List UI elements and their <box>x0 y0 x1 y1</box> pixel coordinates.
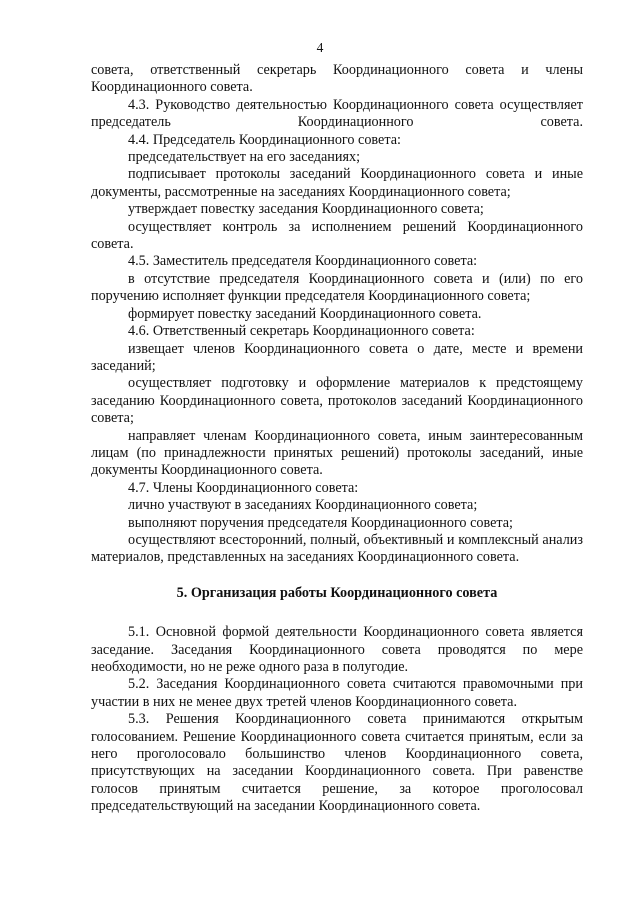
paragraph: направляет членам Координационного совета, иным заинтересованным лицам (по принадлежности принятых решений) протоколы заседаний, иные документы Координационного совета. <box>91 427 583 479</box>
page-number: 4 <box>316 40 324 55</box>
document-body <box>91 62 583 816</box>
paragraph: выполняют поручения председателя Координационного совета; <box>128 514 513 531</box>
section-title: 5. Организация работы Координационного совета <box>176 584 498 601</box>
paragraph: утверждает повестку заседания Координационного совета; <box>128 201 484 218</box>
paragraph: 5.2. Заседания Координационного совета считаются правомочными при участии в них не менее двух третей членов Координационного совета. <box>91 676 583 710</box>
paragraph: подписывает протоколы заседаний Координационного совета и иные документы, рассмотренные на заседаниях Координационного совета; <box>91 166 583 200</box>
paragraph: в отсутствие председателя Координационного совета и (или) по его поручению исполняет функции председателя Координационного совета; <box>91 270 583 305</box>
paragraph: осуществляет контроль за исполнением решений Координационного совета. <box>91 218 583 253</box>
paragraph: осуществляют всесторонний, полный, объективный и комплексный анализ материалов, представленных на заседаниях Координационного совета. <box>91 531 583 566</box>
paragraph: 4.7. Члены Координационного совета: <box>128 479 359 496</box>
paragraph: 5.3. Решения Координационного совета принимаются открытым голосованием. Решение Координационного совета считается принятым, если за него проголосовало большинство членов Координационного совета, присутствующих на заседании Координационного совета. При равенстве голосов принятым считается решение, за которое проголосовал председательствующий на заседании Координационного совета. <box>91 711 583 815</box>
paragraph: председательствует на его заседаниях; <box>128 149 361 166</box>
paragraph: 4.6. Ответственный секретарь Координационного совета: <box>128 323 475 340</box>
paragraph: извещает членов Координационного совета о дате, месте и времени заседаний; <box>91 340 583 374</box>
paragraph: 4.4. Председатель Координационного совета: <box>128 131 401 148</box>
paragraph: 5.1. Основной формой деятельности Координационного совета является заседание. Заседания Координационного совета проводятся по мере необходимости, но не реже одного раза в полугодие. <box>91 624 583 675</box>
paragraph: совета, ответственный секретарь Координационного совета и члены Координационного совета. <box>91 62 583 96</box>
paragraph: осуществляет подготовку и оформление материалов к предстоящему заседанию Координационного совета, протоколов заседаний Координационного совета; <box>91 375 583 427</box>
paragraph: 4.5. Заместитель председателя Координационного совета: <box>128 253 478 270</box>
paragraph: лично участвуют в заседаниях Координационного совета; <box>128 497 478 514</box>
paragraph: формирует повестку заседаний Координационного совета. <box>128 305 482 322</box>
paragraph: 4.3. Руководство деятельностью Координационного совета осуществляет председатель Координационного совета. <box>91 96 583 131</box>
